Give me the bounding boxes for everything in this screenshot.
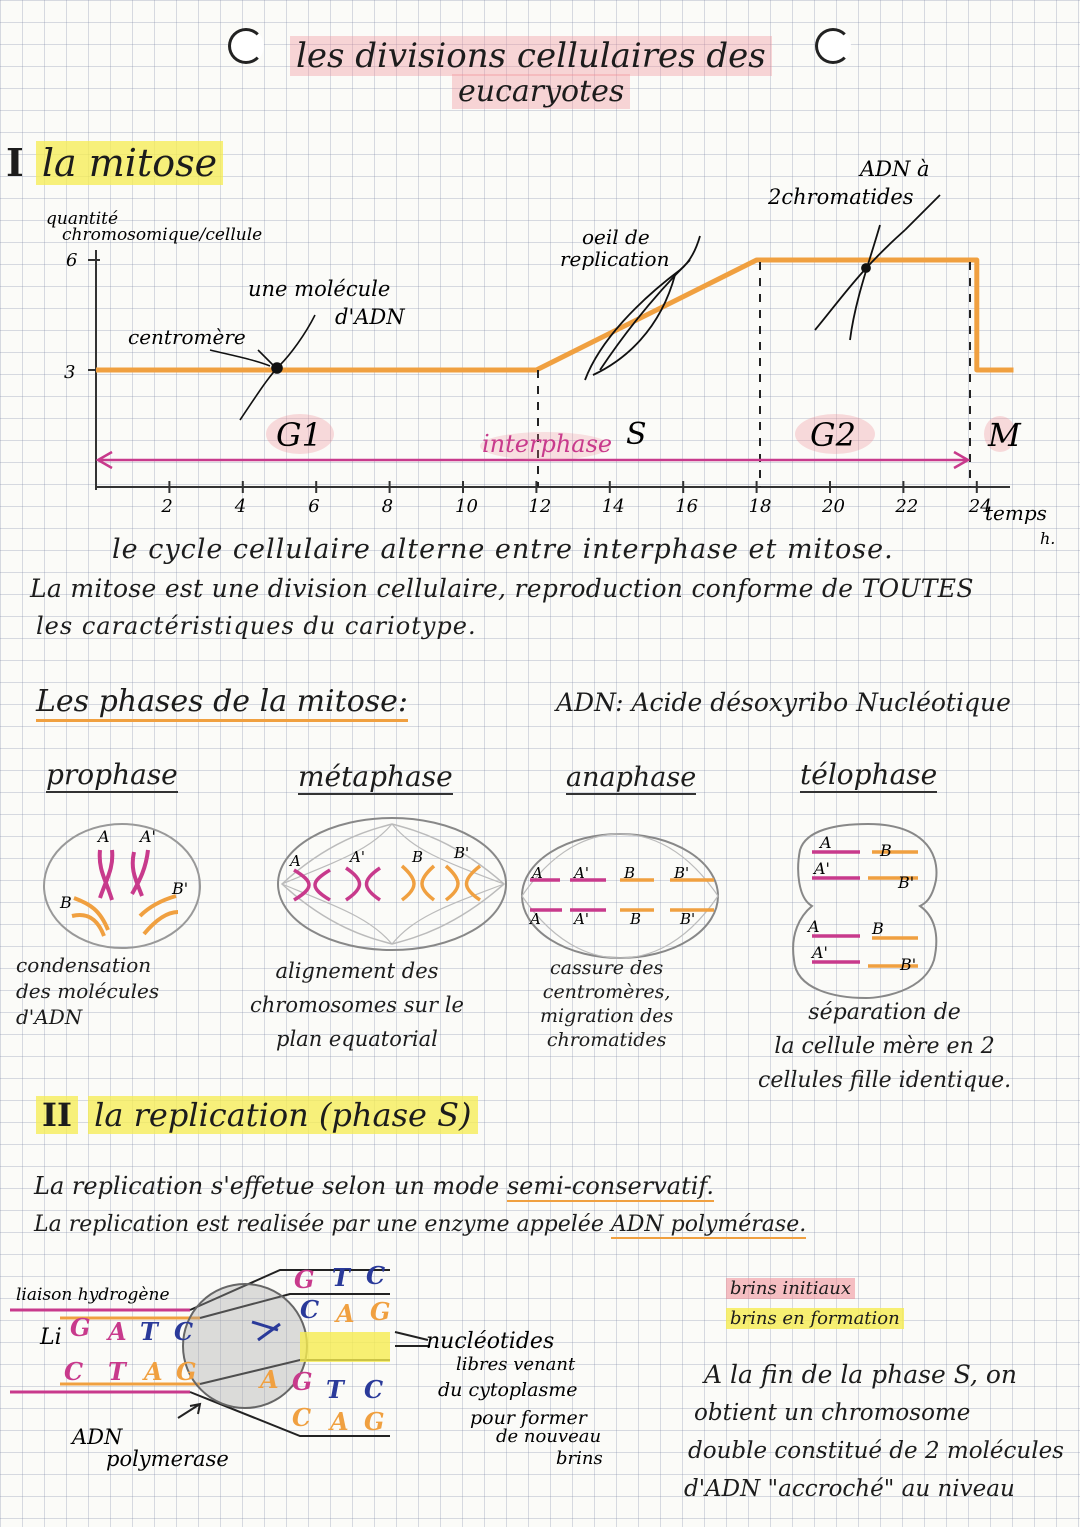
x-axis-unit: h. — [1040, 529, 1056, 548]
phase-label-g2: G2 — [810, 416, 856, 454]
prophase-caption: condensation des molécules d'ADN — [16, 953, 160, 1029]
label-liaison: liaison hydrogène — [16, 1285, 170, 1305]
label-nuc-2: libres venant — [456, 1354, 576, 1375]
telophase-letter-ap-1: A' — [814, 859, 830, 878]
phase-label-s: S — [626, 417, 647, 452]
fork-bottom-g2: G — [364, 1407, 385, 1436]
replication-text-line2: La replication est realisée par une enzyme appelée ADN polymérase. — [34, 1212, 807, 1237]
graph-ylabel-2: chromosomique/cellule — [62, 225, 263, 245]
metaphase-letter-bp: B' — [454, 844, 470, 862]
base-bottom-c: C — [64, 1357, 84, 1386]
legend-formation: brins en formation — [726, 1308, 904, 1329]
telophase-letter-a-2: A — [808, 917, 820, 936]
legend-initial: brins initiaux — [726, 1278, 855, 1299]
label-nuc-3: du cytoplasme — [438, 1379, 578, 1401]
metaphase-letter-ap: A' — [350, 848, 365, 866]
cycle-text-line1: le cycle cellulaire alterne entre interphase et mitose. — [112, 534, 894, 565]
label-poly-1: ADN — [72, 1425, 123, 1449]
telophase-letter-a-1: A — [820, 833, 832, 852]
base-top-a: A — [108, 1317, 127, 1346]
x-tick-label: 20 — [822, 496, 845, 517]
fork-top-t: T — [332, 1263, 350, 1292]
fork-top-g2: G — [370, 1297, 391, 1326]
telophase-caption: séparation de la cellule mère en 2 cellules fille identique. — [758, 1000, 1012, 1093]
x-tick-label: 14 — [601, 496, 625, 517]
phase-name-metaphase: métaphase — [298, 760, 453, 793]
graph-ylabel-1: quantité — [46, 209, 119, 229]
label-nuc-4: pour former — [470, 1407, 587, 1429]
phase-name-telophase: télophase — [800, 758, 938, 791]
label-nuc-6: brins — [556, 1448, 603, 1469]
phase-name-prophase: prophase — [46, 758, 178, 791]
telophase-letter-bp-2: B' — [900, 955, 917, 974]
x-tick-label: 6 — [308, 496, 320, 517]
prophase-letter-ap: A' — [140, 827, 156, 846]
fork-top-c2: C — [300, 1295, 320, 1324]
anaphase-letter-bp-2: B' — [680, 910, 696, 928]
fork-bottom-a: A — [260, 1365, 279, 1394]
x-tick-label: 22 — [895, 496, 919, 517]
fork-top-g: G — [294, 1265, 315, 1294]
base-bottom-t: T — [108, 1357, 126, 1386]
conclusion-line4: d'ADN "accroché" au niveau — [684, 1476, 1015, 1502]
conclusion-line3: double constitué de 2 molécules — [688, 1438, 1064, 1464]
telophase-letter-ap-2: A' — [812, 943, 828, 962]
fork-top-c: C — [366, 1261, 386, 1290]
fork-bottom-g: G — [292, 1367, 313, 1396]
y-tick-6: 6 — [66, 250, 78, 271]
x-tick-label: 16 — [675, 496, 699, 517]
prophase-letter-a: A — [98, 827, 110, 846]
base-bottom-a: A — [144, 1357, 163, 1386]
prophase-letter-b: B — [60, 893, 72, 912]
x-tick-label: 10 — [455, 496, 478, 517]
base-top-g: G — [70, 1313, 91, 1342]
label-centromere: centromère — [128, 325, 246, 349]
telophase-letter-bp-1: B' — [898, 873, 915, 892]
anaphase-letter-bp-1: B' — [674, 864, 690, 882]
x-tick-label: 18 — [748, 496, 772, 517]
label-adn2-1: ADN à — [860, 157, 930, 181]
base-top-t: T — [140, 1317, 158, 1346]
label-nuc-5: de nouveau — [496, 1426, 602, 1447]
replication-text-line1: La replication s'effetue selon un mode semi-conservatif. — [34, 1172, 715, 1200]
page-title: les divisions cellulaires des — [290, 36, 772, 76]
interphase-label: interphase — [482, 430, 613, 458]
telophase-letter-b-2: B — [872, 919, 884, 938]
phase-label-g1: G1 — [276, 416, 322, 454]
anaphase-letter-ap-2: A' — [574, 910, 589, 928]
label-nuc-1: nucléotides — [426, 1329, 555, 1354]
base-bottom-g: G — [176, 1357, 197, 1386]
label-oeil-2: replication — [560, 247, 670, 271]
adn-definition: ADN: Acide désoxyribo Nucléotique — [556, 688, 1011, 717]
label-li: Li — [40, 1325, 62, 1350]
label-poly-2: polymerase — [106, 1447, 229, 1471]
label-molecule-2: d'ADN — [335, 305, 405, 329]
conclusion-line1: A la fin de la phase S, on — [704, 1360, 1018, 1389]
anaphase-caption: cassure des centromères, migration des chromatides — [540, 957, 674, 1051]
label-molecule-1: une molécule — [248, 277, 391, 301]
anaphase-letter-ap-1: A' — [574, 864, 589, 882]
fork-bottom-a2: A — [330, 1407, 349, 1436]
cycle-text-line2: La mitose est une division cellulaire, reproduction conforme de TOUTES — [30, 574, 974, 603]
x-tick-label: 4 — [234, 496, 247, 517]
prophase-letter-bp: B' — [172, 879, 189, 898]
polymerase-enzyme — [183, 1284, 307, 1408]
x-tick-label: 2 — [161, 496, 173, 517]
x-tick-label: 24 — [968, 496, 992, 517]
fork-bottom-c2: C — [292, 1403, 312, 1432]
anaphase-letter-a-1: A — [532, 864, 543, 882]
anaphase-letter-a-2: A — [530, 910, 541, 928]
x-tick-label: 8 — [381, 496, 394, 517]
conclusion-line2: obtient un chromosome — [694, 1400, 971, 1426]
section1-heading: I la mitose — [6, 140, 223, 185]
fork-top-a: A — [336, 1299, 355, 1328]
metaphase-letter-b: B — [412, 848, 424, 866]
phase-label-m: M — [988, 416, 1021, 454]
y-tick-3: 3 — [64, 362, 76, 383]
anaphase-letter-b-2: B — [630, 910, 642, 928]
page-title-line2: eucaryotes — [452, 74, 630, 109]
x-tick-label: 12 — [528, 496, 552, 517]
x-axis-label: temps — [985, 501, 1047, 525]
cycle-text-line3: les caractéristiques du cariotype. — [36, 612, 477, 640]
fork-bottom-c: C — [364, 1375, 384, 1404]
metaphase-caption: alignement des chromosomes sur le plan equatorial — [250, 959, 464, 1051]
anaphase-letter-b-1: B — [624, 864, 636, 882]
metaphase-letter-a: A — [290, 852, 301, 870]
base-top-c: C — [174, 1317, 194, 1346]
fork-bottom-t: T — [326, 1375, 344, 1404]
phase-name-anaphase: anaphase — [566, 762, 697, 793]
section2-heading: II la replication (phase S) — [36, 1096, 478, 1134]
label-adn2-2: 2chromatides — [768, 185, 914, 209]
telophase-letter-b-1: B — [880, 841, 892, 860]
label-oeil-1: oeil de — [582, 225, 650, 249]
phases-heading: Les phases de la mitose: — [36, 684, 408, 719]
